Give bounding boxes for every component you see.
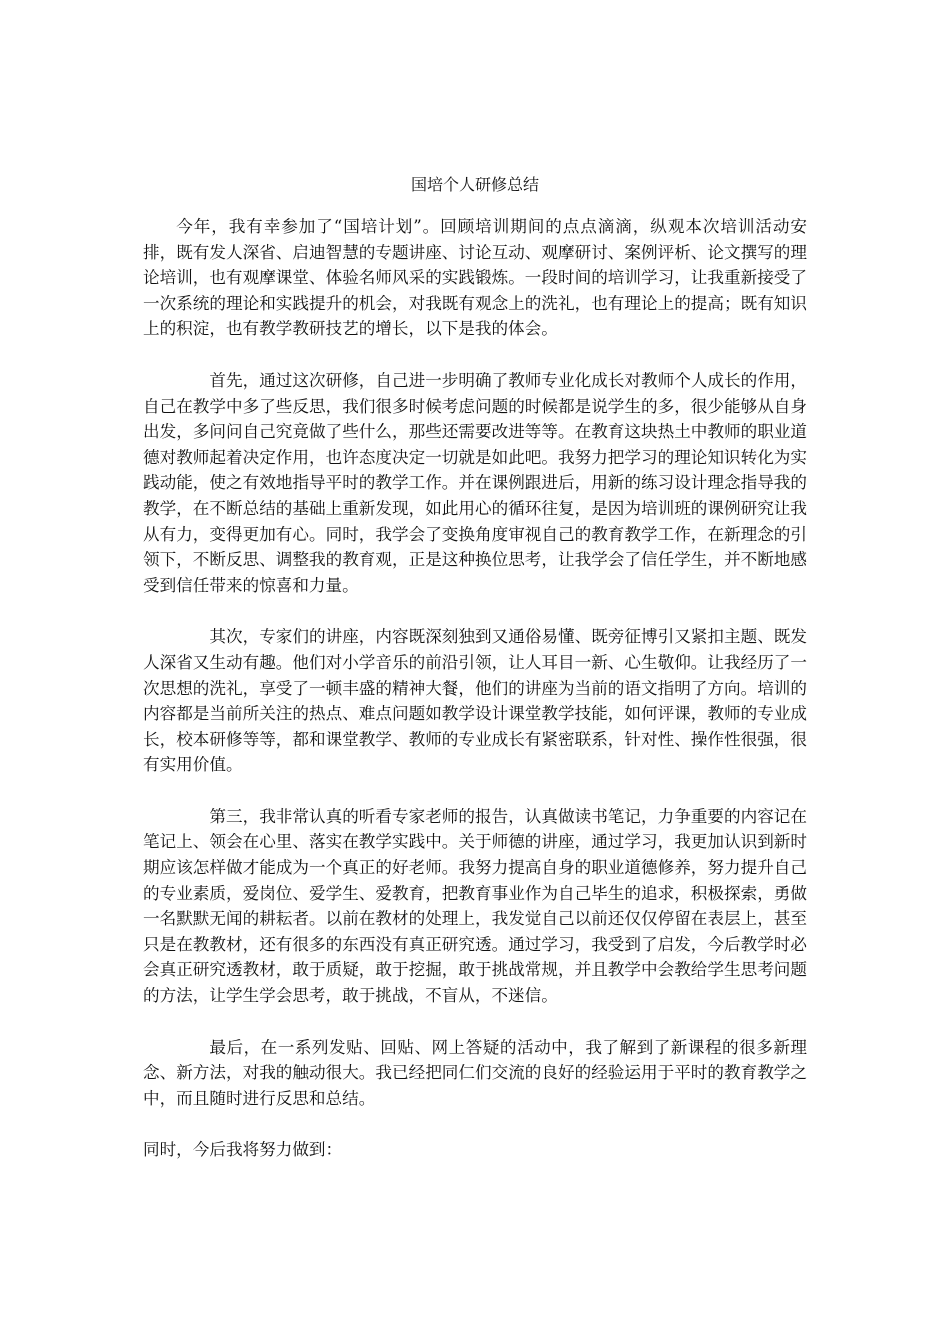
paragraph-intro: 今年，我有幸参加了“国培计划”。回顾培训期间的点点滴滴，纵观本次培训活动安排，既有发人深省、启迪智慧的专题讲座、讨论互动、观摩研讨、案例评析、论文撰写的理论培训，也有观摩课堂、体验名师风采的实践锻炼。一段时间的培训学习，让我重新接受了一次系统的理论和实践提升的机会，对我既有观念上的洗礼，也有理论上的提高；既有知识上的积淀，也有教学教研技艺的增长，以下是我的体会。 — [143, 217, 807, 339]
document-title: 国培个人研修总结 — [410, 175, 539, 194]
paragraph-last: 最后，在一系列发贴、回贴、网上答疑的活动中，我了解到了新课程的很多新理念、新方法，对我的触动很大。我已经把同仁们交流的良好的经验运用于平时的教育教学之中，而且随时进行反思和总结。 — [143, 1037, 807, 1108]
paragraph-first: 首先，通过这次研修，自己进一步明确了教师专业化成长对教师个人成长的作用，自己在教学中多了些反思，我们很多时候考虑问题的时候都是说学生的多，很少能够从自身出发，多问问自己究竟做了些什么，那些还需要改进等等。在教育这块热土中教师的职业道德对教师起着决定作用，也许态度决定一切就是如此吧。我努力把学习的理论知识转化为实践动能，使之有效地指导平时的教学工作。并在课例跟进后，用新的练习设计理念指导我的教学，在不断总结的基础上重新发现，如此用心的循环往复，是因为培训班的课例研究让我从有力，变得更加有心。同时，我学会了变换角度审视自己的教育教学工作，在新理念的引领下，不断反思、调整我的教育观，正是这种换位思考，让我学会了信任学生，并不断地感受到信任带来的惊喜和力量。 — [143, 370, 807, 595]
paragraph-second: 其次，专家们的讲座，内容既深刻独到又通俗易懂、既旁征博引又紧扣主题、既发人深省又生动有趣。他们对小学音乐的前沿引领，让人耳目一新、心生敬仰。让我经历了一次思想的洗礼，享受了一顿丰盛的精神大餐，他们的讲座为当前的语文指明了方向。培训的内容都是当前所关注的热点、难点问题如教学设计课堂教学技能，如何评课，教师的专业成长，校本研修等等，都和课堂教学、教师的专业成长有紧密联系，针对性、操作性很强，很有实用价值。 — [143, 627, 807, 775]
document-body — [143, 214, 807, 1189]
paragraph-closing: 同时，今后我将努力做到： — [143, 1140, 343, 1160]
paragraph-third: 第三，我非常认真的听看专家老师的报告，认真做读书笔记，力争重要的内容记在笔记上、领会在心里、落实在教学实践中。关于师德的讲座，通过学习，我更加认识到新时期应该怎样做才能成为一个真正的好老师。我努力提高自身的职业道德修养，努力提升自己的专业素质，爱岗位、爱学生、爱教育，把教育事业作为自己毕生的追求，积极探索，勇做一名默默无闻的耕耘者。以前在教材的处理上，我发觉自己以前还仅仅停留在表层上，甚至只是在教教材，还有很多的东西没有真正研究透。通过学习，我受到了启发，今后教学时必会真正研究透教材，敢于质疑，敢于挖掘，敢于挑战常规，并且教学中会教给学生思考问题的方法，让学生学会思考，敢于挑战，不盲从，不迷信。 — [143, 806, 807, 1006]
